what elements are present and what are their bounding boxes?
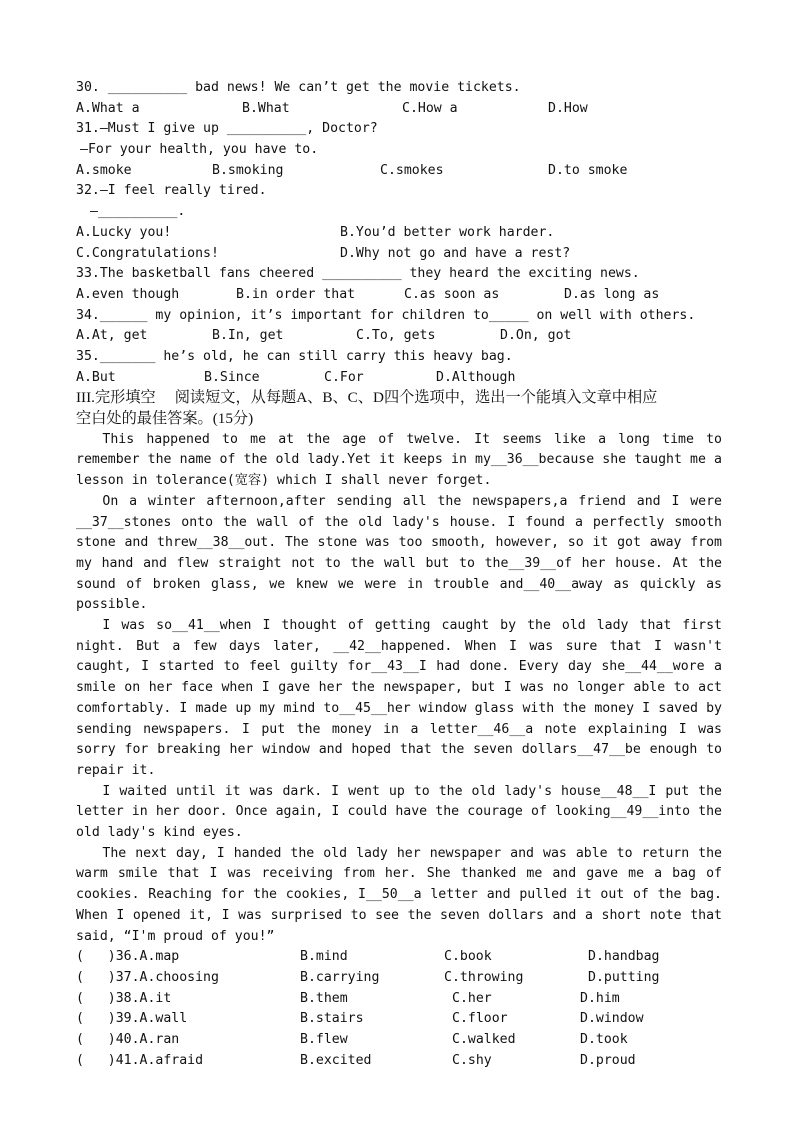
cloze-option-c: C.book bbox=[444, 949, 492, 965]
cloze-question-37 bbox=[76, 968, 722, 989]
cloze-option-a: ( )39.A.wall bbox=[76, 1011, 188, 1027]
cloze-option-d: D.took bbox=[580, 1032, 628, 1048]
question-35: 35._______ he’s old, he can still carry this heavy bag. bbox=[76, 348, 513, 364]
passage-paragraph-3: I was so__41__when I thought of getting caught by the old lady that first night. But a few days later, __42__happened. When I was sure that I wasn't caught, I started to feel guilty for__43__I had done. Every day she__44__wore a smile on her face when I gave her the newspaper, but I was no longer able to act comfortably. I made up my mind to__45__her window glass with the money I saved by sending newspapers. I put the money in a letter__46__a note explaining I was sorry for breaking her window and hoped that the seven dollars__47__be enough to repair it. bbox=[76, 618, 722, 778]
option-d: D.How bbox=[548, 100, 588, 116]
question-34: 34.______ my opinion, it’s important for children to_____ on well with others. bbox=[76, 307, 696, 323]
question-31-reply: —For your health, you have to. bbox=[80, 142, 319, 158]
cloze-option-d: D.proud bbox=[580, 1052, 636, 1068]
cloze-option-c: C.walked bbox=[452, 1032, 516, 1048]
cloze-option-b: B.carrying bbox=[300, 969, 380, 985]
cloze-option-d: D.window bbox=[580, 1011, 644, 1027]
option-a: A.But bbox=[76, 369, 116, 385]
cloze-question-39 bbox=[76, 1009, 722, 1030]
cloze-option-a: ( )37.A.choosing bbox=[76, 969, 219, 985]
question-33-options bbox=[76, 285, 722, 306]
question-32: 32.—I feel really tired. bbox=[76, 183, 267, 199]
option-c: C.smokes bbox=[380, 162, 444, 178]
option-d: D.Why not go and have a rest? bbox=[340, 245, 571, 261]
cloze-question-41 bbox=[76, 1051, 722, 1072]
option-a: A.Lucky you! bbox=[76, 224, 172, 240]
question-30-options bbox=[76, 99, 722, 120]
cloze-question-38 bbox=[76, 989, 722, 1010]
option-d: D.to smoke bbox=[548, 162, 628, 178]
cloze-option-c: C.throwing bbox=[444, 969, 524, 985]
option-b: B.in order that bbox=[236, 286, 356, 302]
question-32-options-row2 bbox=[76, 244, 722, 265]
option-b: B.Since bbox=[204, 369, 260, 385]
option-c: C.How a bbox=[402, 100, 458, 116]
passage-paragraph-5: The next day, I handed the old lady her newspaper and was able to return the warm smile that I was receiving from her. She thanked me and gave me a bag of cookies. Reaching for the cookies, I__50__a letter and pulled it out of the bag. When I opened it, I was surprised to see the seven dollars and a short note that said, “I'm proud of you!” bbox=[76, 845, 722, 944]
cloze-option-a: ( )36.A.map bbox=[76, 949, 180, 965]
cloze-option-b: B.stairs bbox=[300, 1011, 364, 1027]
exam-page bbox=[76, 78, 722, 1071]
question-34-options bbox=[76, 326, 722, 347]
cloze-option-d: D.handbag bbox=[588, 949, 660, 965]
option-a: A.At, get bbox=[76, 328, 148, 344]
question-31-options bbox=[76, 161, 722, 182]
question-30: 30. __________ bad news! We can’t get the movie tickets. bbox=[76, 80, 521, 95]
passage-paragraph-1: This happened to me at the age of twelve. It seems like a long time to remember the name of the old lady.Yet it keeps in my__36__because she taught me a lesson in tolerance(宽容) which I shall never forget. bbox=[76, 431, 722, 489]
option-a: A.smoke bbox=[76, 162, 132, 178]
passage-paragraph-4: I waited until it was dark. I went up to the old lady's house__48__I put the letter in her door. Once again, I could have the courage of looking__49__into the old lady's kind eyes. bbox=[76, 783, 722, 841]
question-32-reply: —__________. bbox=[90, 204, 186, 220]
option-d: D.On, got bbox=[500, 328, 572, 344]
option-b: B.You’d better work harder. bbox=[340, 224, 555, 240]
question-32-options-row1 bbox=[76, 223, 722, 244]
option-a: A.even though bbox=[76, 286, 180, 302]
section-heading: III.完形填空 阅读短文，从每题A、B、C、D四个选项中，选出一个能填入文章中相应 bbox=[76, 389, 658, 407]
cloze-option-d: D.him bbox=[580, 990, 620, 1006]
option-d: D.as long as bbox=[564, 286, 660, 302]
option-c: C.Congratulations! bbox=[76, 245, 219, 261]
cloze-option-c: C.shy bbox=[452, 1052, 492, 1068]
question-35-options bbox=[76, 368, 722, 389]
cloze-option-a: ( )41.A.afraid bbox=[76, 1052, 204, 1068]
option-d: D.Although bbox=[436, 369, 516, 385]
option-a: A.What a bbox=[76, 100, 140, 116]
option-b: B.In, get bbox=[212, 328, 284, 344]
cloze-option-a: ( )38.A.it bbox=[76, 990, 172, 1006]
cloze-question-40 bbox=[76, 1030, 722, 1051]
cloze-option-b: B.them bbox=[300, 990, 348, 1006]
option-b: B.smoking bbox=[212, 162, 284, 178]
passage-paragraph-2: On a winter afternoon,after sending all the newspapers,a friend and I were __37__stones onto the wall of the old lady's house. I found a perfectly smooth stone and threw__38__out. The stone was too smooth, however, so it got away from my hand and flew straight not to the wall but to the__39__of her house. At the sound of broken glass, we knew we were in trouble and__40__away as quickly as possible. bbox=[76, 493, 722, 613]
cloze-option-c: C.her bbox=[452, 990, 492, 1006]
option-b: B.What bbox=[242, 100, 290, 116]
cloze-option-b: B.excited bbox=[300, 1052, 372, 1068]
cloze-option-d: D.putting bbox=[588, 969, 660, 985]
cloze-option-c: C.floor bbox=[452, 1011, 508, 1027]
question-31: 31.—Must I give up __________, Doctor? bbox=[76, 121, 378, 137]
cloze-question-36 bbox=[76, 947, 722, 968]
cloze-option-a: ( )40.A.ran bbox=[76, 1032, 180, 1048]
option-c: C.For bbox=[324, 369, 364, 385]
option-c: C.To, gets bbox=[356, 328, 436, 344]
cloze-option-b: B.flew bbox=[300, 1032, 348, 1048]
cloze-option-b: B.mind bbox=[300, 949, 348, 965]
question-33: 33.The basketball fans cheered __________ they heard the exciting news. bbox=[76, 266, 640, 282]
section-heading-cont: 空白处的最佳答案。(15分) bbox=[76, 410, 254, 427]
option-c: C.as soon as bbox=[404, 286, 500, 302]
